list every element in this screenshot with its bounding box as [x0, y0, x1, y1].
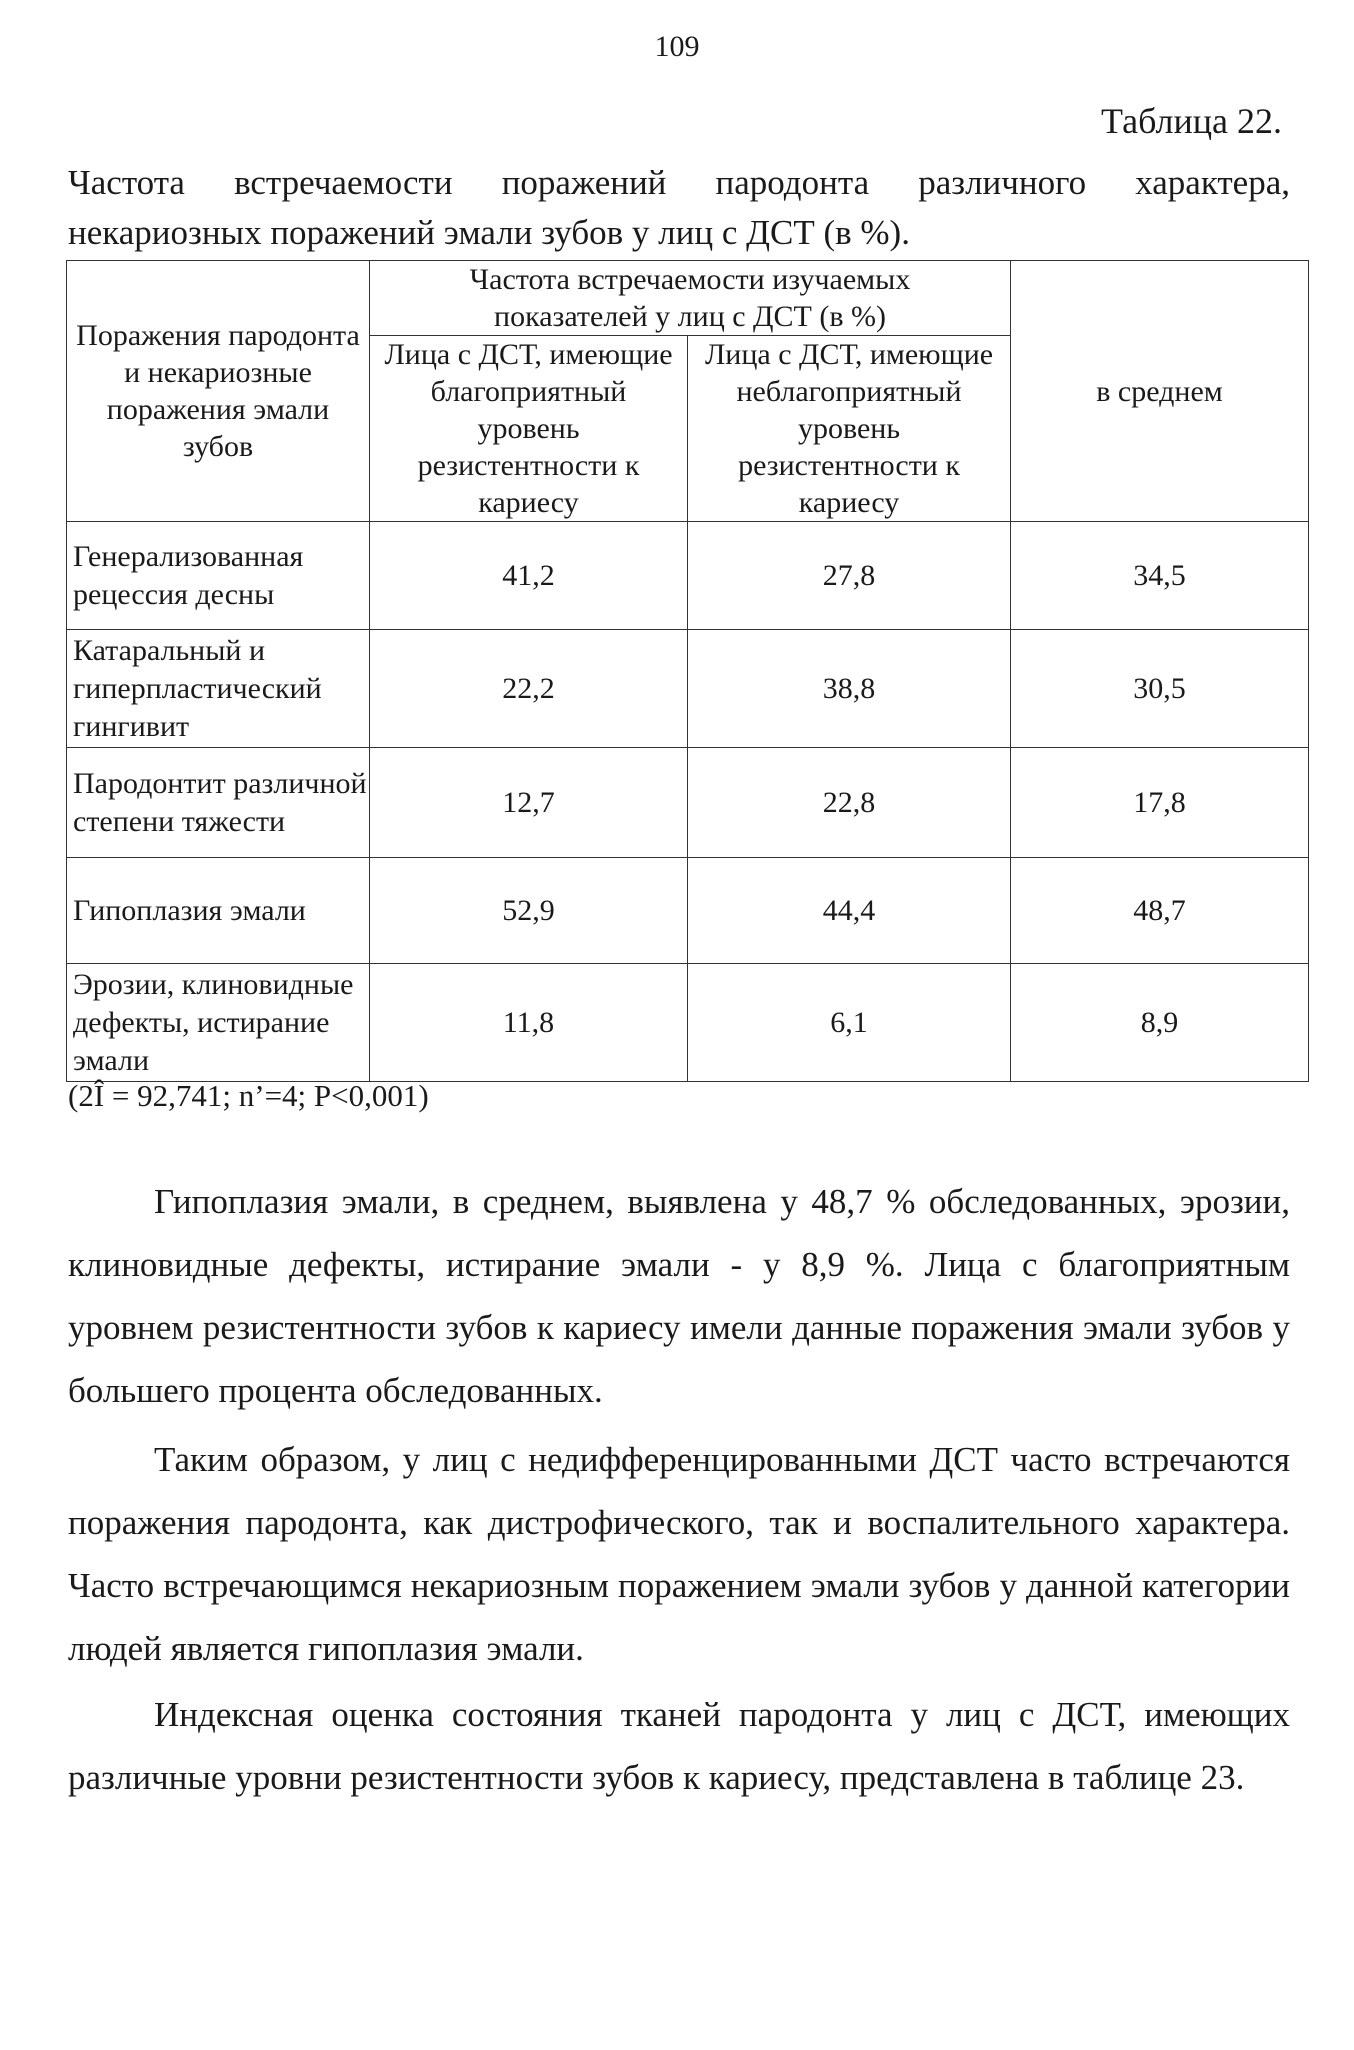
body-paragraph: [68, 1683, 1290, 1809]
body-paragraph: [68, 1428, 1290, 1680]
cell-unfavorable: 27,8: [688, 522, 1011, 630]
statistics-note: (2Î = 92,741; n’=4; P<0,001): [68, 1078, 429, 1113]
cell-favorable: 52,9: [370, 858, 688, 964]
cell-favorable: 41,2: [370, 522, 688, 630]
row-label: Гипоплазия эмали: [67, 858, 370, 964]
table-caption: Частота встречаемости поражений пародонта различного характера, некариозных поражений эмали зубов у лиц с ДСТ (в %).: [68, 163, 1290, 252]
header-favorable: Лица с ДСТ, имеющие благоприятный уровень резистентности к кариесу: [370, 336, 688, 522]
table-row: [67, 748, 1309, 858]
cell-average: 48,7: [1011, 858, 1309, 964]
header-frequency-group: Частота встречаемости изучаемых показателей у лиц с ДСТ (в %): [370, 261, 1011, 336]
table-label: Таблица 22.: [1101, 101, 1282, 141]
cell-unfavorable: 6,1: [688, 964, 1011, 1082]
cell-average: 30,5: [1011, 630, 1309, 748]
cell-unfavorable: 44,4: [688, 858, 1011, 964]
cell-favorable: 12,7: [370, 748, 688, 858]
row-label: Катаральный и гиперпластический гингивит: [67, 630, 370, 748]
row-label: Эрозии, клиновидные дефекты, истирание эмали: [67, 964, 370, 1082]
cell-average: 8,9: [1011, 964, 1309, 1082]
cell-favorable: 22,2: [370, 630, 688, 748]
paragraph-text: Гипоплазия эмали, в среднем, выявлена у 48,7 % обследованных, эрозии, клиновидные дефекты, истирание эмали - у 8,9 %. Лица с благоприятным уровнем резистентности зубов к кариесу имели данные поражения эмали зубов у большего процента обследованных.: [68, 1182, 1290, 1410]
header-unfavorable: Лица с ДСТ, имеющие неблагоприятный уровень резистентности к кариесу: [688, 336, 1011, 522]
body-paragraph: [68, 1170, 1290, 1422]
cell-average: 34,5: [1011, 522, 1309, 630]
cell-unfavorable: 38,8: [688, 630, 1011, 748]
header-average: в среднем: [1011, 261, 1309, 522]
paragraph-text: Таким образом, у лиц с недифференцированными ДСТ часто встречаются поражения пародонта, как дистрофического, так и воспалительного характера. Часто встречающимся некариозным поражением эмали зубов у данной категории людей является гипоплазия эмали.: [68, 1440, 1290, 1668]
table-row: [67, 964, 1309, 1082]
cell-average: 17,8: [1011, 748, 1309, 858]
paragraph-text: Индексная оценка состояния тканей пародонта у лиц с ДСТ, имеющих различные уровни резистентности зубов к кариесу, представлена в таблице 23.: [68, 1695, 1290, 1797]
cell-favorable: 11,8: [370, 964, 688, 1082]
table-row: [67, 630, 1309, 748]
table-row: [67, 522, 1309, 630]
header-row-1: [67, 261, 1309, 336]
table-row: [67, 858, 1309, 964]
row-label: Пародонтит различной степени тяжести: [67, 748, 370, 858]
row-label: Генерализованная рецессия десны: [67, 522, 370, 630]
cell-unfavorable: 22,8: [688, 748, 1011, 858]
page-number: 109: [654, 30, 700, 63]
header-lesion: Поражения пародонта и некариозные поражения эмали зубов: [67, 261, 370, 522]
data-table: [66, 260, 1309, 1082]
